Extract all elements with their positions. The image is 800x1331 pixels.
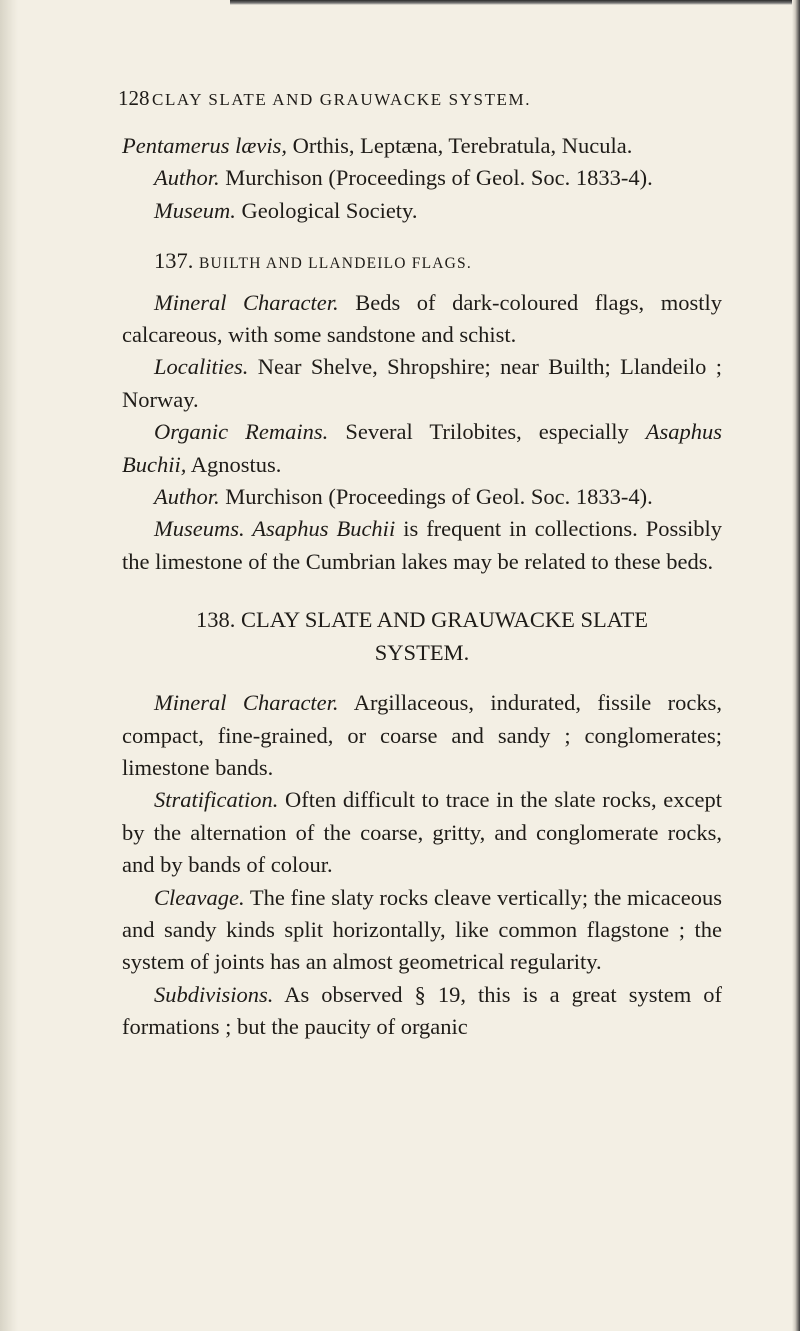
page-edge-shadow-right [792,0,800,1331]
fossil-list-text: Orthis, Leptæna, Terebratula, Nucula. [286,133,633,158]
museums-paragraph-137 [122,513,722,578]
museum-paragraph-136 [122,195,722,227]
museums-species-137: Asaphus Buchii [244,516,396,542]
subdivisions-label-138: Subdivisions. [154,981,274,1007]
museum-text-136: Geological Society. [235,197,418,223]
cleavage-138 [122,882,722,979]
author-paragraph-136 [122,162,722,194]
cleavage-label-138: Cleavage. [154,884,245,910]
mineral-label-137: Mineral Character. [154,289,339,315]
museums-label-137: Museums. [154,516,245,542]
localities-137 [122,351,722,416]
section-138-heading-line2: SYSTEM. [374,639,470,665]
mineral-label-138: Mineral Character. [154,690,339,716]
stratification-138 [122,784,722,881]
subdivisions-138 [122,979,722,1044]
organic-text-137: Several Trilobites, especially [328,419,646,445]
mineral-character-137 [122,287,722,352]
author-label-137: Author. [154,484,220,510]
section-137-heading [122,245,722,280]
page-body [118,86,723,1044]
organic-tail-137: Agnostus. [186,451,282,477]
localities-label-137: Localities. [154,354,249,380]
author-paragraph-137 [122,481,722,513]
mineral-character-138 [122,687,722,784]
localities-text-137: Near Shelve, Shropshire; near Builth; Llandeilo ; Norway. [122,354,722,412]
fossil-list-italic: Pentamerus lævis, [122,133,287,158]
section-138-heading-line1: 138. CLAY SLATE AND GRAUWACKE SLATE [195,607,649,633]
stratification-label-138: Stratification. [154,787,279,813]
fossil-list-paragraph [122,130,722,162]
subdivisions-text-138: As observed § 19, this is a great system of formations ; but the paucity of organic [122,981,722,1040]
cleavage-text-138: The fine slaty rocks cleave vertically; the micaceous and sandy kinds split horizontally, like common flagstone ; the system of joints has an almost geometrical regularity. [122,884,722,975]
page-edge-shadow-left [0,0,18,1331]
organic-species-137: Asaphus Buchii, [122,419,722,477]
running-title: CLAY SLATE AND GRAUWACKE SYSTEM. [152,90,532,109]
page-edge-shadow-top [230,0,800,5]
running-head [118,86,722,130]
section-137-number: 137. [154,248,194,274]
museum-label-136: Museum. [154,197,236,223]
author-label-136: Author. [154,165,220,191]
mineral-text-138: Argillaceous, indurated, fissile rocks, compact, fine-grained, or coarse and sandy ; conglomerates; limestone bands. [122,690,722,780]
page-number: 128 [118,86,150,110]
organic-remains-137 [122,416,722,481]
organic-label-137: Organic Remains. [154,419,329,445]
author-text-136: Murchison (Proceedings of Geol. Soc. 1833-4). [219,165,653,191]
section-137-title: BUILTH AND LLANDEILO FLAGS. [199,255,472,273]
stratification-text-138: Often difficult to trace in the slate rocks, except by the alternation of the coarse, gritty, and conglomerate rocks, and by bands of colour. [122,787,722,878]
museums-text-137: is frequent in collections. Possibly the limestone of the Cumbrian lakes may be related to these beds. [122,516,723,574]
author-text-137: Murchison (Proceedings of Geol. Soc. 1833-4). [219,484,653,510]
section-138-heading [122,604,722,669]
mineral-text-137: Beds of dark-coloured flags, mostly calcareous, with some sandstone and schist. [122,289,722,348]
